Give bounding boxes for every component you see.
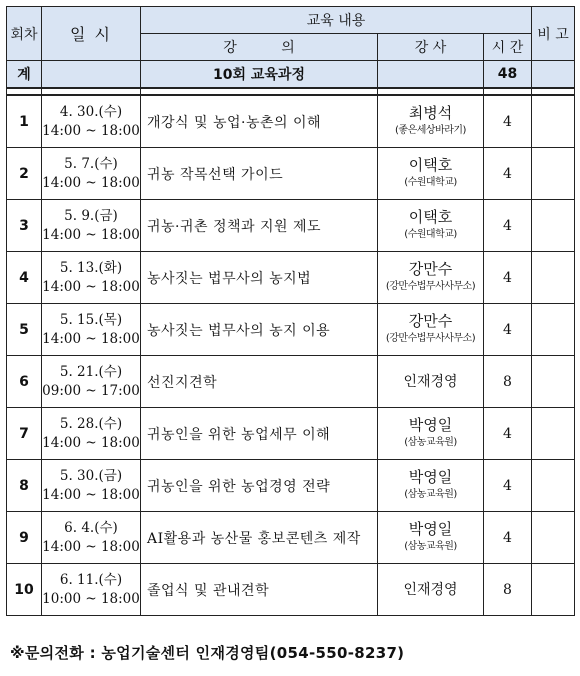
- header-instructor: 강 사: [378, 34, 484, 61]
- instructor-org: (강만수법무사사무소): [385, 280, 476, 292]
- instructor: [378, 564, 484, 616]
- spacer-cell: [532, 88, 575, 95]
- spacer-cell: [484, 88, 532, 95]
- total-instructor-empty: [378, 61, 484, 89]
- session-datetime: [42, 95, 141, 148]
- lecture-title: 귀농 작목선택 가이드: [141, 148, 378, 200]
- instructor: [378, 460, 484, 512]
- session-hours: 4: [484, 304, 532, 356]
- instructor: [378, 200, 484, 252]
- note-cell: [532, 252, 575, 304]
- session-datetime: [42, 148, 141, 200]
- session-date: 5. 7.(수): [64, 155, 118, 172]
- instructor-name: 강만수: [408, 259, 453, 278]
- session-hours: 8: [484, 356, 532, 408]
- session-hours: 4: [484, 200, 532, 252]
- session-time: 14:00 ~ 18:00: [42, 486, 140, 503]
- session-datetime: [42, 304, 141, 356]
- session-date: 5. 30.(금): [59, 467, 123, 484]
- session-time: 14:00 ~ 18:00: [42, 226, 140, 243]
- instructor-name: 이택호: [408, 155, 453, 174]
- total-hours: 48: [484, 61, 532, 89]
- session-time: 14:00 ~ 18:00: [42, 434, 140, 451]
- note-cell: [532, 460, 575, 512]
- session-date: 5. 28.(수): [59, 415, 123, 432]
- table-row: [7, 408, 575, 460]
- round-number: 10: [7, 564, 42, 616]
- lecture-title: 선진지견학: [141, 356, 378, 408]
- table-row: [7, 512, 575, 564]
- instructor-name: 박영일: [408, 467, 453, 486]
- header-hours: 시 간: [484, 34, 532, 61]
- instructor: [378, 148, 484, 200]
- table-row: [7, 564, 575, 616]
- round-number: 3: [7, 200, 42, 252]
- session-date: 6. 4.(수): [64, 519, 118, 536]
- instructor-org: (삼농교육원): [404, 488, 457, 500]
- instructor: [378, 512, 484, 564]
- session-date: 6. 11.(수): [59, 571, 123, 588]
- instructor-org: (강만수법무사사무소): [385, 332, 476, 344]
- header-edu-content: 교육 내용: [141, 7, 532, 34]
- session-datetime: [42, 564, 141, 616]
- table-row: [7, 304, 575, 356]
- note-cell: [532, 200, 575, 252]
- total-row: [7, 61, 575, 89]
- note-cell: [532, 512, 575, 564]
- session-datetime: [42, 356, 141, 408]
- total-course: 10회 교육과정: [141, 61, 378, 89]
- total-label: 계: [7, 61, 42, 89]
- lecture-title: 졸업식 및 관내견학: [141, 564, 378, 616]
- instructor-name: 박영일: [408, 519, 453, 538]
- instructor-org: (삼농교육원): [404, 540, 457, 552]
- round-number: 8: [7, 460, 42, 512]
- spacer-cell: [141, 88, 378, 95]
- spacer-cell: [42, 88, 141, 95]
- header-lecture: 강 의: [141, 34, 378, 61]
- session-hours: 4: [484, 148, 532, 200]
- note-cell: [532, 564, 575, 616]
- note-cell: [532, 408, 575, 460]
- note-cell: [532, 95, 575, 148]
- total-note-empty: [532, 61, 575, 89]
- note-cell: [532, 356, 575, 408]
- instructor-org: (삼농교육원): [404, 436, 457, 448]
- lecture-title: 농사짓는 법무사의 농지법: [141, 252, 378, 304]
- instructor-name: 박영일: [408, 415, 453, 434]
- instructor-name: 이택호: [408, 207, 453, 226]
- total-empty: [42, 61, 141, 89]
- instructor-name: 강만수: [408, 311, 453, 330]
- table-row: [7, 95, 575, 148]
- round-number: 2: [7, 148, 42, 200]
- session-time: 10:00 ~ 18:00: [42, 590, 140, 607]
- session-hours: 8: [484, 564, 532, 616]
- instructor: [378, 95, 484, 148]
- instructor: [378, 304, 484, 356]
- table-row: [7, 460, 575, 512]
- session-hours: 4: [484, 512, 532, 564]
- session-time: 14:00 ~ 18:00: [42, 174, 140, 191]
- session-time: 09:00 ~ 17:00: [42, 382, 140, 399]
- instructor-name: 인재경영: [403, 373, 458, 390]
- instructor-name: 인재경영: [403, 581, 458, 598]
- session-datetime: [42, 460, 141, 512]
- round-number: 9: [7, 512, 42, 564]
- session-date: 4. 30.(수): [59, 103, 123, 120]
- round-number: 4: [7, 252, 42, 304]
- session-datetime: [42, 512, 141, 564]
- instructor-org: (수원대학교): [404, 228, 457, 240]
- schedule-table: [6, 6, 575, 616]
- instructor-org: (수원대학교): [404, 176, 457, 188]
- session-date: 5. 13.(화): [59, 259, 123, 276]
- lecture-title: 귀농·귀촌 정책과 지원 제도: [141, 200, 378, 252]
- header-round: 회차: [7, 7, 42, 61]
- session-time: 14:00 ~ 18:00: [42, 330, 140, 347]
- spacer-row: [7, 88, 575, 95]
- instructor-org: (좋은세상바라기): [395, 124, 466, 136]
- session-hours: 4: [484, 252, 532, 304]
- table-row: [7, 200, 575, 252]
- session-time: 14:00 ~ 18:00: [42, 538, 140, 555]
- session-time: 14:00 ~ 18:00: [42, 122, 140, 139]
- header-datetime: 일 시: [42, 7, 141, 61]
- table-row: [7, 356, 575, 408]
- round-number: 7: [7, 408, 42, 460]
- session-hours: 4: [484, 95, 532, 148]
- round-number: 1: [7, 95, 42, 148]
- session-date: 5. 15.(목): [59, 311, 123, 328]
- round-number: 5: [7, 304, 42, 356]
- spacer-cell: [378, 88, 484, 95]
- lecture-title: 농사짓는 법무사의 농지 이용: [141, 304, 378, 356]
- lecture-title: 귀농인을 위한 농업경영 전략: [141, 460, 378, 512]
- schedule-container: [6, 6, 574, 616]
- session-date: 5. 9.(금): [64, 207, 118, 224]
- note-cell: [532, 148, 575, 200]
- session-datetime: [42, 252, 141, 304]
- lecture-title: 귀농인을 위한 농업세무 이해: [141, 408, 378, 460]
- session-datetime: [42, 200, 141, 252]
- instructor-name: 최병석: [408, 103, 453, 122]
- session-date: 5. 21.(수): [59, 363, 123, 380]
- round-number: 6: [7, 356, 42, 408]
- header-note: 비 고: [532, 7, 575, 61]
- session-time: 14:00 ~ 18:00: [42, 278, 140, 295]
- table-row: [7, 148, 575, 200]
- lecture-title: 개강식 및 농업·농촌의 이해: [141, 95, 378, 148]
- session-hours: 4: [484, 408, 532, 460]
- lecture-title: AI활용과 농산물 홍보콘텐츠 제작: [141, 512, 378, 564]
- session-hours: 4: [484, 460, 532, 512]
- note-cell: [532, 304, 575, 356]
- contact-footer: ※문의전화 : 농업기술센터 인재경영팀(054-550-8237): [10, 644, 405, 662]
- instructor: [378, 408, 484, 460]
- session-datetime: [42, 408, 141, 460]
- spacer-cell: [7, 88, 42, 95]
- instructor: [378, 252, 484, 304]
- instructor: [378, 356, 484, 408]
- table-row: [7, 252, 575, 304]
